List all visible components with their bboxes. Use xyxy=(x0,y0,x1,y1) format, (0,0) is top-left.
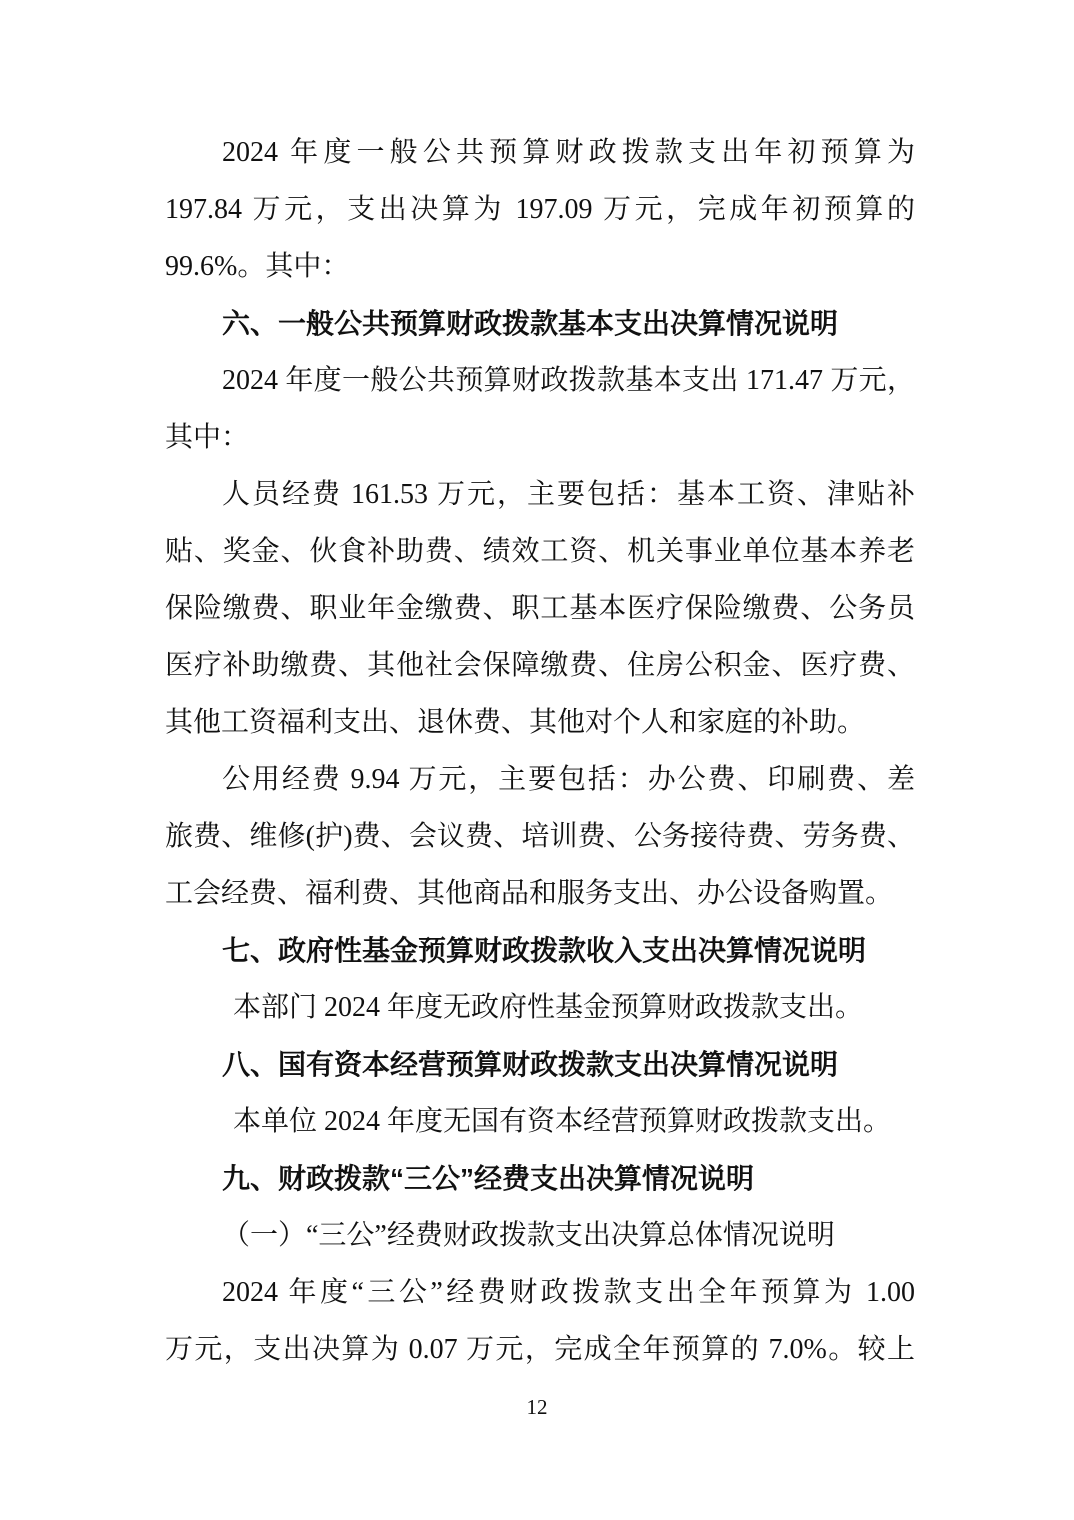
text-line: 公用经费 9.94 万元，主要包括：办公费、印刷费、差 xyxy=(222,764,915,795)
section-heading: 九、财政拨款“三公”经费支出决算情况说明 xyxy=(222,1163,755,1194)
text-line: 2024 年度“三公”经费财政拨款支出全年预算为 1.00 xyxy=(222,1277,915,1308)
section-heading: 八、国有资本经营预算财政拨款支出决算情况说明 xyxy=(222,1049,839,1080)
section-heading: 七、政府性基金预算财政拨款收入支出决算情况说明 xyxy=(222,935,867,966)
page-number: 12 xyxy=(526,1395,548,1419)
section-heading: 六、一般公共预算财政拨款基本支出决算情况说明 xyxy=(222,308,839,339)
text-line: 197.84 万元，支出决算为 197.09 万元，完成年初预算的 xyxy=(165,194,915,225)
text-line: 本单位 2024 年度无国有资本经营预算财政拨款支出。 xyxy=(233,1106,892,1137)
text-line: 其中： xyxy=(165,422,250,453)
text-line: 人员经费 161.53 万元，主要包括：基本工资、津贴补 xyxy=(222,479,915,510)
text-line: 2024 年度一般公共预算财政拨款基本支出 171.47 万元， xyxy=(222,365,915,396)
document-body xyxy=(165,124,915,1378)
text-line: 99.6%。其中： xyxy=(165,251,350,282)
text-line: 其他工资福利支出、退休费、其他对个人和家庭的补助。 xyxy=(165,707,866,738)
text-line: 保险缴费、职业年金缴费、职工基本医疗保险缴费、公务员 xyxy=(165,593,915,624)
text-line: 贴、奖金、伙食补助费、绩效工资、机关事业单位基本养老 xyxy=(165,536,915,567)
text-line: 工会经费、福利费、其他商品和服务支出、办公设备购置。 xyxy=(165,878,894,909)
text-line: 万元，支出决算为 0.07 万元，完成全年预算的 7.0%。较上 xyxy=(165,1334,915,1365)
text-line: （一）“三公”经费财政拨款支出决算总体情况说明 xyxy=(222,1220,835,1251)
text-line: 2024 年度一般公共预算财政拨款支出年初预算为 xyxy=(222,137,915,168)
text-line: 旅费、维修(护)费、会议费、培训费、公务接待费、劳务费、 xyxy=(165,821,915,852)
text-line: 本部门 2024 年度无政府性基金预算财政拨款支出。 xyxy=(233,992,864,1023)
text-line: 医疗补助缴费、其他社会保障缴费、住房公积金、医疗费、 xyxy=(165,650,915,681)
